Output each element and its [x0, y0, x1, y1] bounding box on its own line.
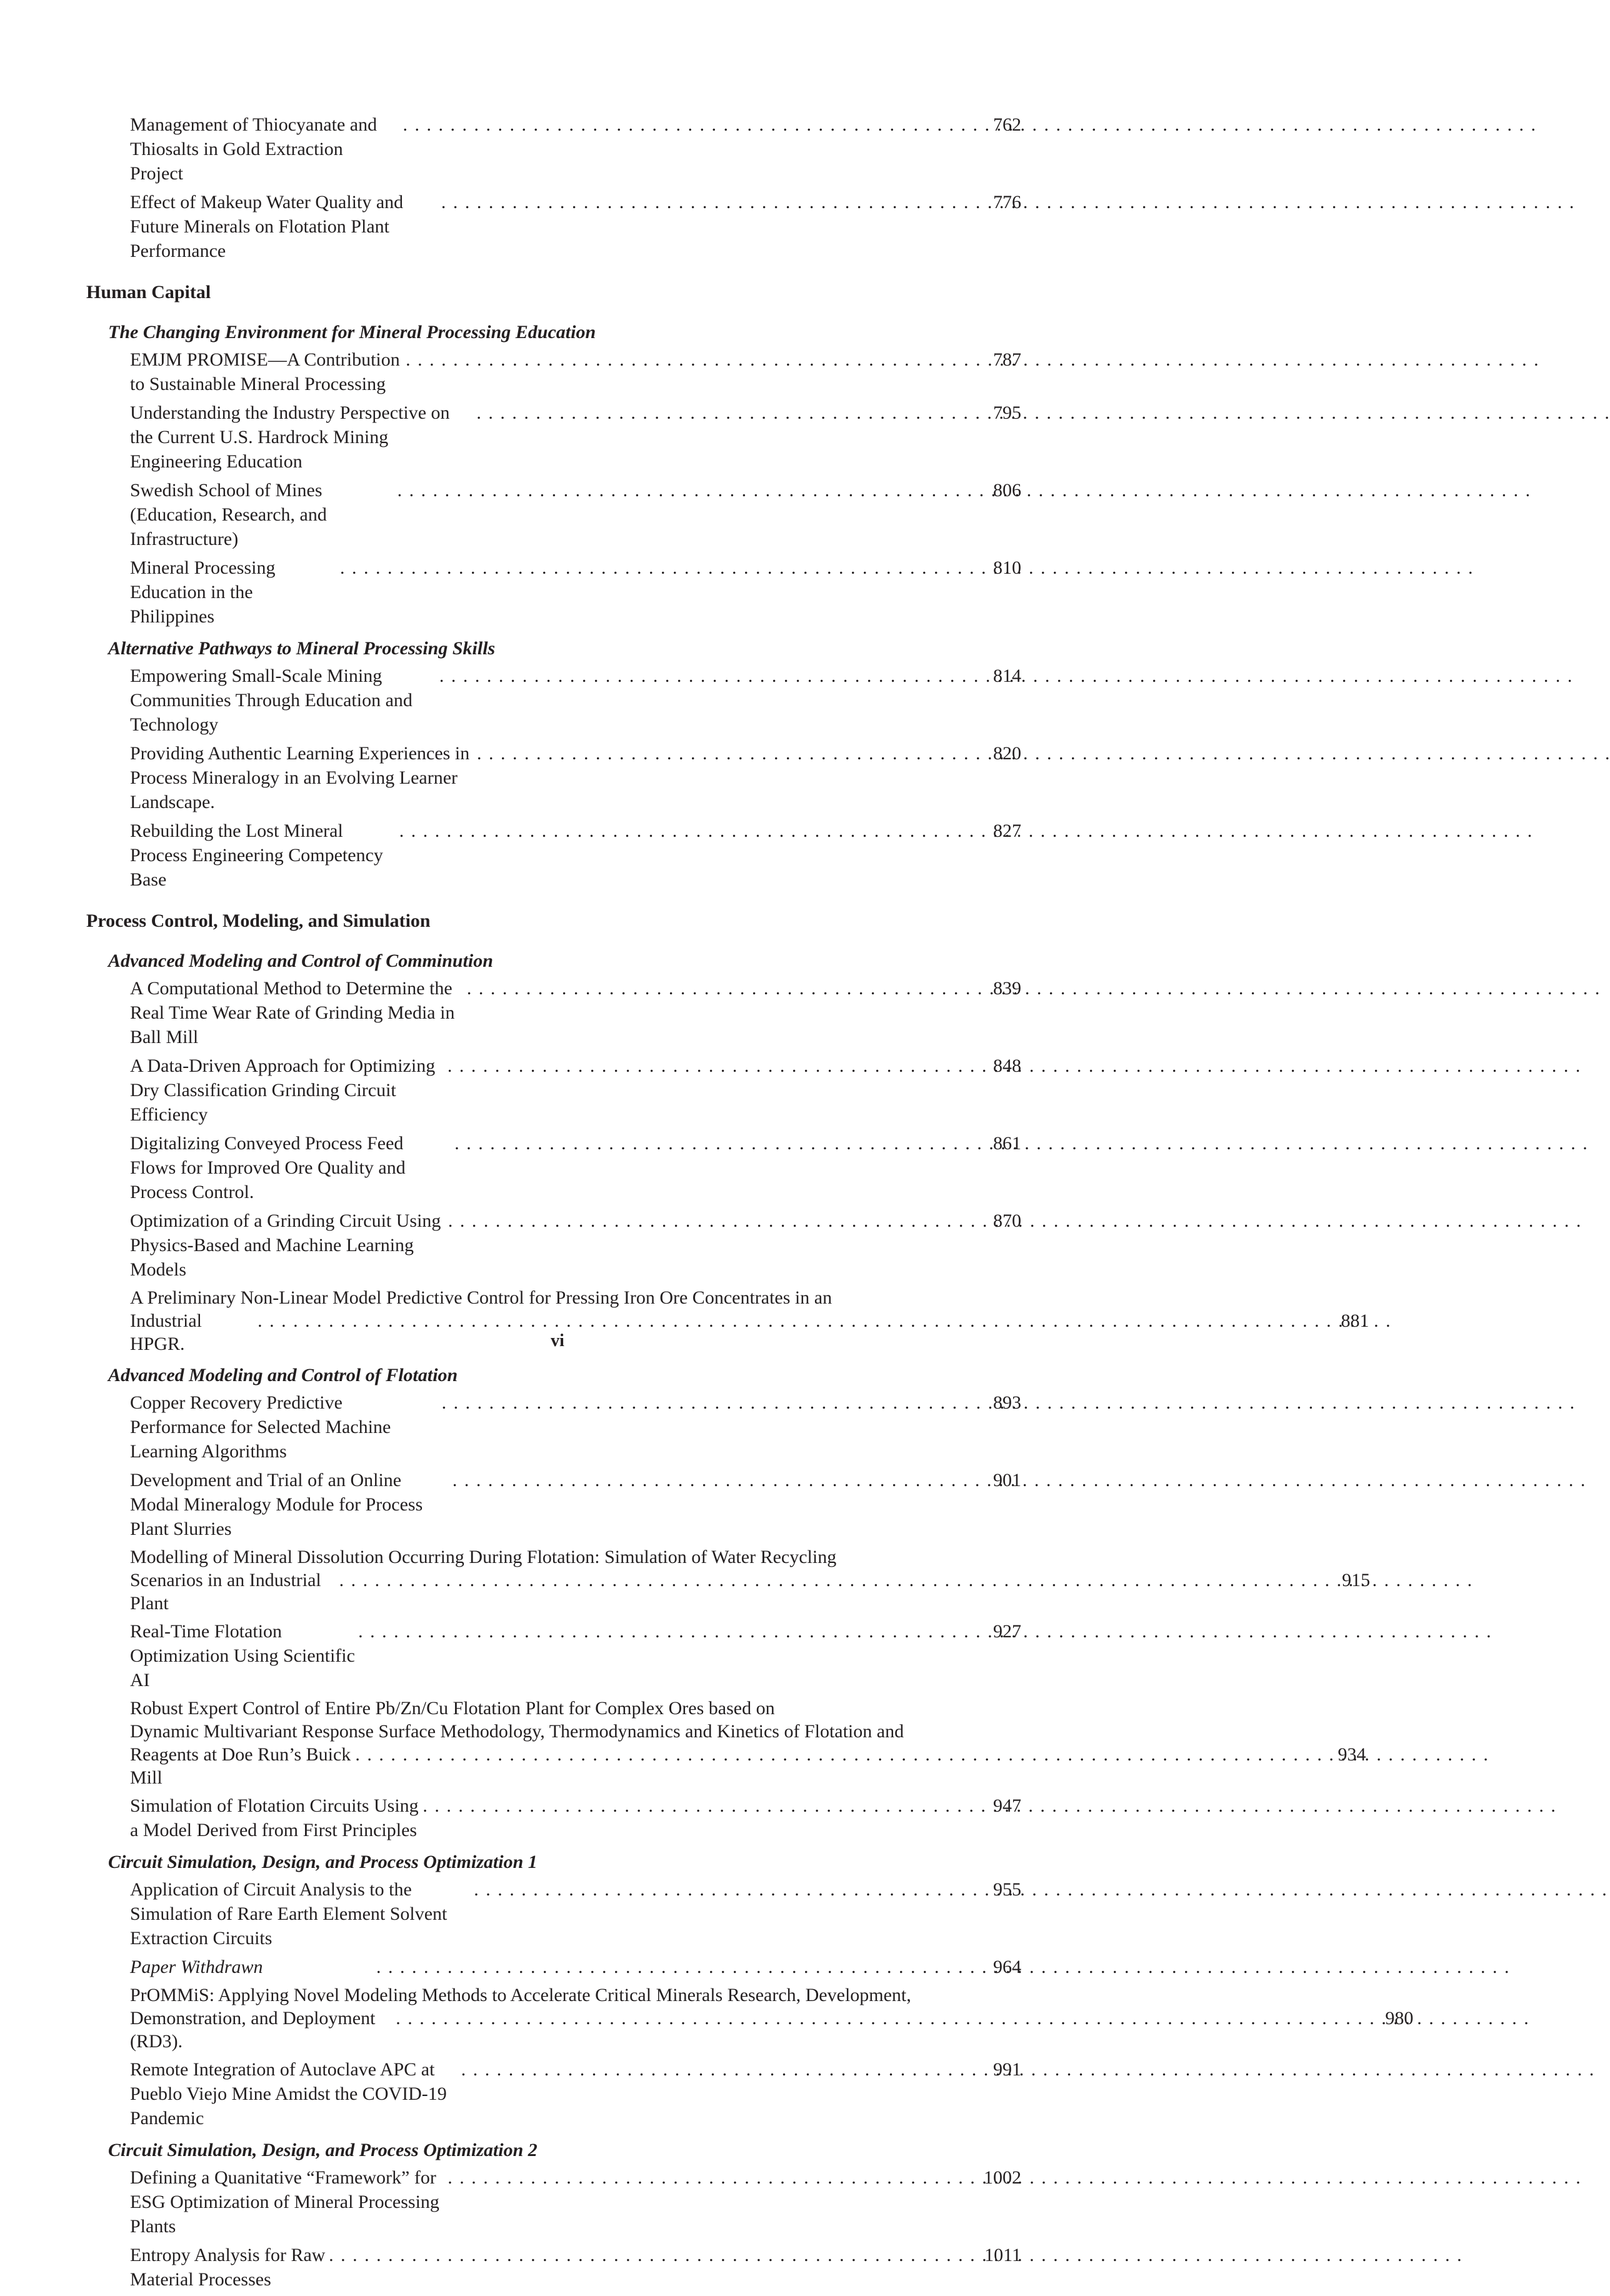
toc-entry	[86, 1209, 1021, 1282]
entry-title: Defining a Quanitative “Framework” for ESG Optimization of Mineral Processing Plants	[130, 2167, 439, 2237]
entry-title: Simulation of Flotation Circuits Using a Model Derived from First Principles	[130, 1795, 419, 1840]
entry-page-number: 814	[993, 666, 1021, 686]
entry-page-number: 762	[993, 114, 1021, 135]
toc-entry	[86, 347, 1021, 396]
dot-leader	[441, 190, 989, 214]
entry-title: Digitalizing Conveyed Process Feed Flows for Improved Ore Quality and Process Control.	[130, 1133, 406, 1202]
toc-entry	[86, 190, 1021, 263]
dot-leader	[339, 1569, 1338, 1592]
entry-title	[130, 1984, 1413, 2053]
dot-leader	[422, 1794, 989, 1818]
entry-title: Copper Recovery Predictive Performance for Selected Machine Learning Algorithms	[130, 1392, 391, 1462]
toc-entry	[86, 976, 1021, 1049]
dot-leader	[448, 2165, 980, 2190]
entry-page-number: 934	[1338, 1744, 1366, 1765]
entry-page-number: 776	[993, 192, 1021, 212]
entry-title: Empowering Small-Scale Mining Communities Through Education and Technology	[130, 666, 412, 735]
dot-leader	[258, 1309, 1337, 1332]
entry-title: Rebuilding the Lost Mineral Process Engineering Competency Base	[130, 821, 383, 890]
toc-entry	[86, 1794, 1021, 1842]
entry-page-number: 1002	[984, 2167, 1021, 2188]
dot-leader	[439, 664, 989, 688]
entry-page-number: 955	[993, 1879, 1021, 1900]
entry-title-line: Industrial HPGR.	[130, 1310, 202, 1354]
entry-title: A Data-Driven Approach for Optimizing Dry Classification Grinding Circuit Efficiency	[130, 1056, 436, 1125]
group-heading: Alternative Pathways to Mineral Processing Skills	[108, 638, 496, 659]
dot-leader	[399, 819, 989, 843]
toc-entry	[86, 556, 1021, 629]
toc-entry	[86, 1984, 1414, 2053]
toc-entry	[86, 1054, 1021, 1127]
dot-leader	[406, 347, 989, 372]
entry-title	[130, 1545, 1370, 1615]
entry-page-number: 861	[993, 1133, 1021, 1154]
page-number-folio: vi	[551, 1331, 564, 1350]
entry-page-number: 839	[993, 978, 1021, 999]
entry-page-number: 927	[993, 1621, 1021, 1642]
toc-entry	[86, 2243, 1021, 2292]
entry-title-line: Scenarios in an Industrial Plant	[130, 1570, 321, 1614]
dot-leader	[355, 1743, 1334, 1766]
entry-title: EMJM PROMISE—A Contribution to Sustainable Mineral Processing	[130, 349, 400, 394]
entry-page-number: 915	[1342, 1570, 1371, 1590]
toc-entry	[86, 1131, 1021, 1204]
entry-last-row	[130, 2007, 1413, 2053]
entry-page-number: 848	[993, 1056, 1021, 1076]
dot-leader	[340, 556, 989, 580]
entry-title-line: Modelling of Mineral Dissolution Occurring During Flotation: Simulation of Water Recycling	[130, 1547, 837, 1567]
toc-entry	[86, 2057, 1021, 2130]
toc-entry	[86, 1877, 1021, 1950]
dot-leader	[461, 2057, 989, 2082]
dot-leader	[376, 1955, 989, 1979]
dot-leader	[403, 112, 989, 137]
dot-leader	[448, 1209, 989, 1233]
entry-title: Effect of Makeup Water Quality and Future Minerals on Flotation Plant Performance	[130, 192, 404, 261]
toc-entry	[86, 2165, 1021, 2239]
dot-leader	[452, 1468, 989, 1492]
dot-leader	[396, 2007, 1381, 2030]
entry-title: Entropy Analysis for Raw Material Processes	[130, 2245, 326, 2290]
entry-title-line: PrOMMiS: Applying Novel Modeling Methods to Accelerate Critical Minerals Research, Development,	[130, 1985, 911, 2005]
toc-entry	[86, 1468, 1021, 1541]
toc-entry	[86, 112, 1021, 186]
entry-title-line: Robust Expert Control of Entire Pb/Zn/Cu Flotation Plant for Complex Ores based on	[130, 1698, 775, 1719]
entry-last-row	[130, 1569, 1370, 1615]
entry-title: Real-Time Flotation Optimization Using Scientific AI	[130, 1621, 355, 1690]
entry-page-number: 806	[993, 480, 1021, 501]
entry-title: Paper Withdrawn	[130, 1957, 263, 1977]
entry-title-line: Dynamic Multivariant Response Surface Methodology, Thermodynamics and Kinetics of Flotation and	[130, 1721, 904, 1742]
toc-entry	[86, 1697, 1366, 1789]
section-heading: Human Capital	[86, 282, 211, 302]
entry-page-number: 947	[993, 1795, 1021, 1816]
group-heading: Advanced Modeling and Control of Flotation	[108, 1365, 458, 1385]
toc-entry	[86, 741, 1021, 814]
entry-page-number: 1011	[984, 2245, 1021, 2265]
dot-leader	[474, 1877, 989, 1902]
dot-leader	[358, 1619, 989, 1644]
toc-entry	[86, 478, 1021, 551]
entry-page-number: 991	[993, 2059, 1021, 2080]
entry-title: Understanding the Industry Perspective on the Current U.S. Hardrock Mining Engineering Education	[130, 402, 450, 472]
toc-entry	[86, 1955, 1021, 1979]
toc-entry	[86, 401, 1021, 474]
entry-title: Remote Integration of Autoclave APC at Pueblo Viejo Mine Amidst the COVID-19 Pandemic	[130, 2059, 447, 2129]
toc-entry	[86, 1619, 1021, 1692]
dot-leader	[442, 1390, 989, 1415]
dot-leader	[477, 741, 989, 766]
dot-leader	[476, 401, 989, 425]
entry-title-line: A Preliminary Non-Linear Model Predictive Control for Pressing Iron Ore Concentrates in an	[130, 1287, 832, 1308]
entry-page-number: 893	[993, 1392, 1021, 1413]
entry-page-number: 881	[1341, 1310, 1369, 1331]
group-heading: Advanced Modeling and Control of Comminution	[108, 951, 493, 971]
dot-leader	[467, 976, 989, 1001]
group-heading: The Changing Environment for Mineral Processing Education	[108, 322, 596, 342]
entry-title-line: Demonstration, and Deployment (RD3).	[130, 2008, 376, 2052]
entry-title-line: Reagents at Doe Run’s Buick Mill	[130, 1744, 351, 1788]
toc-entry	[86, 1545, 1371, 1615]
entry-title: Application of Circuit Analysis to the Simulation of Rare Earth Element Solvent Extraction Circuits	[130, 1879, 448, 1949]
entry-title: Swedish School of Mines (Education, Research, and Infrastructure)	[130, 480, 327, 549]
entry-title	[130, 1697, 1366, 1789]
toc-entry	[86, 819, 1021, 892]
entry-page-number: 810	[993, 557, 1021, 578]
entry-page-number: 787	[993, 349, 1021, 370]
dot-leader	[398, 478, 989, 502]
entry-title: A Computational Method to Determine the Real Time Wear Rate of Grinding Media in Ball Mill	[130, 978, 455, 1047]
entry-title: Management of Thiocyanate and Thiosalts in Gold Extraction Project	[130, 114, 378, 184]
group-heading: Circuit Simulation, Design, and Process Optimization 1	[108, 1852, 538, 1872]
toc-entry	[86, 664, 1021, 737]
entry-page-number: 795	[993, 402, 1021, 423]
entry-title: Providing Authentic Learning Experiences in Process Mineralogy in an Evolving Learner Landscape.	[130, 743, 470, 812]
entry-title: Optimization of a Grinding Circuit Using Physics-Based and Machine Learning Models	[130, 1210, 441, 1280]
entry-page-number: 870	[993, 1210, 1021, 1231]
entry-page-number: 827	[993, 821, 1021, 841]
dot-leader	[454, 1131, 989, 1155]
dot-leader	[329, 2243, 981, 2267]
group-heading: Circuit Simulation, Design, and Process Optimization 2	[108, 2140, 538, 2160]
entry-last-row	[130, 1743, 1366, 1789]
entry-page-number: 820	[993, 743, 1021, 764]
entry-page-number: 964	[993, 1957, 1021, 1977]
entry-title: Mineral Processing Education in the Philippines	[130, 557, 276, 627]
table-of-contents	[86, 112, 1414, 2296]
dot-leader	[448, 1054, 989, 1078]
entry-page-number: 901	[993, 1470, 1021, 1490]
entry-title: Development and Trial of an Online Modal Mineralogy Module for Process Plant Slurries	[130, 1470, 423, 1539]
toc-entry	[86, 1390, 1021, 1464]
entry-page-number: 980	[1385, 2008, 1414, 2029]
section-heading: Process Control, Modeling, and Simulation	[86, 911, 431, 931]
